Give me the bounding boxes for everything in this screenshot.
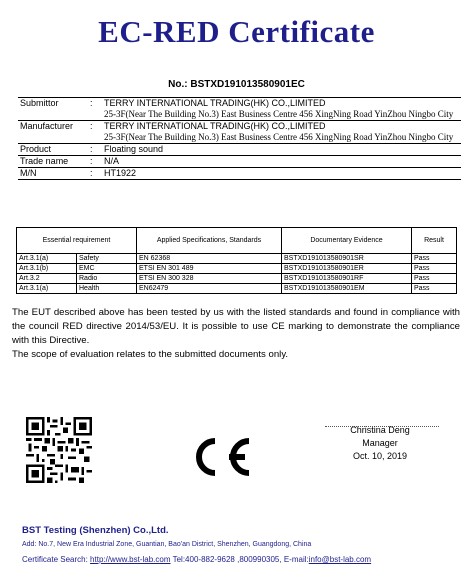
result-cell: Pass (412, 264, 457, 274)
standard-cell: EN62479 (137, 284, 282, 294)
table-row (17, 274, 457, 284)
trade-name-row (18, 156, 461, 168)
signatory-name: Christina Deng (350, 425, 410, 435)
search-link[interactable]: http://www.bst-lab.com (90, 555, 171, 564)
result-cell: Pass (412, 254, 457, 264)
header-documentary-evidence: Documentary Evidence (282, 228, 412, 254)
manufacturer-label: Manufacturer (20, 121, 74, 131)
article-cell: Art.3.1(a) (17, 254, 77, 264)
colon: : (90, 144, 93, 154)
footer-tel: Tel:400-882-9628 ,800990305, (172, 555, 282, 564)
table-header-row (17, 228, 457, 254)
result-cell: Pass (412, 284, 457, 294)
category-cell: Radio (77, 274, 137, 284)
product-row (18, 144, 461, 156)
header-essential-requirement: Essential requirement (17, 228, 137, 254)
article-cell: Art.3.1(a) (17, 284, 77, 294)
manufacturer-name: TERRY INTERNATIONAL TRADING(HK) CO.,LIMITED (104, 121, 326, 131)
table-row (17, 264, 457, 274)
model-row (18, 168, 461, 179)
article-cell: Art.3.1(b) (17, 264, 77, 274)
manufacturer-address: 25-3F(Near The Building No.3) East Business Centre 456 XingNing Road YinZhou Ningbo City (104, 132, 454, 142)
trade-name-label: Trade name (20, 156, 69, 166)
colon: : (90, 121, 93, 131)
evidence-cell: BSTXD191013580901SR (282, 254, 412, 264)
certificate-number: No.: BSTXD191013580901EC (168, 79, 305, 90)
statement-text: The EUT described above has been tested by us with the listed standards and found in compliance with the council RED directive 2014/53/EU. It is possible to use CE marking to demonstrate the compliance with this Directive. (12, 307, 460, 346)
submittor-label: Submittor (20, 98, 59, 108)
evidence-cell: BSTXD191013580901ER (282, 264, 412, 274)
table-row (17, 284, 457, 294)
submittor-address: 25-3F(Near The Building No.3) East Business Centre 456 XingNing Road YinZhou Ningbo City (104, 109, 454, 119)
category-cell: Safety (77, 254, 137, 264)
colon: : (90, 168, 93, 178)
table-row (17, 254, 457, 264)
signatory-block (320, 424, 440, 463)
scope-text: The scope of evaluation relates to the submitted documents only. (12, 349, 289, 360)
manufacturer-row (18, 121, 461, 144)
footer-company: BST Testing (Shenzhen) Co.,Ltd. (22, 525, 169, 536)
trade-name-value: N/A (104, 156, 120, 166)
category-cell: EMC (77, 264, 137, 274)
email-link[interactable]: info@bst-lab.com (308, 555, 372, 564)
submittor-name: TERRY INTERNATIONAL TRADING(HK) CO.,LIMITED (104, 98, 326, 108)
standard-cell: ETSI EN 300 328 (137, 274, 282, 284)
footer-contact (22, 555, 371, 564)
evidence-cell: BSTXD191013580901RF (282, 274, 412, 284)
header-result: Result (412, 228, 457, 254)
article-cell: Art.3.2 (17, 274, 77, 284)
evidence-cell: BSTXD191013580901EM (282, 284, 412, 294)
category-cell: Health (77, 284, 137, 294)
info-block (18, 97, 461, 180)
standard-cell: EN 62368 (137, 254, 282, 264)
product-label: Product (20, 144, 52, 154)
model-value: HT1922 (104, 168, 137, 178)
qr-code-icon (26, 417, 92, 483)
header-applied-specifications: Applied Specifications, Standards (137, 228, 282, 254)
submittor-value (102, 98, 461, 120)
colon: : (90, 156, 93, 166)
signatory-role: Manager (362, 438, 398, 448)
product-value: Floating sound (104, 144, 164, 154)
email-label: E-mail: (283, 555, 309, 564)
manufacturer-value (102, 121, 461, 143)
submittor-row (18, 98, 461, 121)
footer-address: Add: No.7, New Era Industrial Zone, Guantian, Bao'an District, Shenzhen, Guangdong, China (22, 541, 312, 548)
ce-mark-icon (185, 433, 255, 481)
colon: : (90, 98, 93, 108)
model-label: M/N (20, 168, 37, 178)
signatory-date: Oct. 10, 2019 (352, 451, 408, 461)
specification-table (16, 227, 457, 294)
certificate-title: EC-RED Certificate (98, 14, 375, 49)
compliance-statement (12, 306, 460, 362)
standard-cell: ETSI EN 301 489 (137, 264, 282, 274)
result-cell: Pass (412, 274, 457, 284)
search-label: Certificate Search: (22, 555, 88, 564)
